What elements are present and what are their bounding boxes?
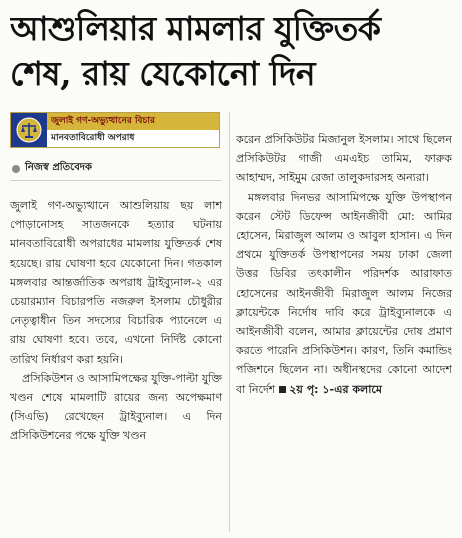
paragraph: প্রসিকিউশন ও আসামিপক্ষের যুক্তি-পাল্টা যুক্তি খণ্ডন শেষে মামলাটি রায়ের জন্য অপেক্ষমাণ (সিএভি) রেখেছেন ট্রাইব্যুনাল। এ দিন প্রসিকিউশনের পক্ষে যুক্তি খণ্ডন (10, 371, 222, 443)
byline (12, 160, 92, 177)
continuation-note: ২য় পৃ: ১-এর কলামে (289, 382, 382, 396)
section-tag-subtitle: মানবতাবিরোধী অপরাধ (51, 133, 135, 143)
headline-line-1: আশুলিয়ার মামলার যুক্তিতর্ক (10, 9, 381, 48)
scales-of-justice-icon (11, 113, 47, 147)
column-divider (229, 112, 230, 532)
section-tag-title: জুলাই গণ-অভ্যুত্থানের বিচার (47, 113, 219, 130)
paragraph (236, 188, 452, 399)
paragraph: জুলাই গণ-অভ্যুত্থানে আশুলিয়ায় ছয় লাশ পোড়ানোসহ সাতজনকে হত্যার ঘটনায় মানবতাবিরোধী অপরাধের মামলায় যুক্তিতর্ক শেষ হয়েছে। রায় ঘোষণা হবে যেকোনো দিন। গতকাল মঙ্গলবার আন্তর্জাতিক অপরাধ ট্রাইব্যুনাল-২ এর চেয়ারম্যান বিচারপতি নজরুল ইসলাম চৌধুরীর নেতৃত্বাধীন তিন সদস্যের বিচারিক প্যানেলে এ রায় ঘোষণা হবে। তবে, এখনো নির্দিষ্ট কোনো তারিখ নির্ধারণ করা হয়নি। (10, 199, 222, 366)
paragraph-text: মঙ্গলবার দিনভর আসামিপক্ষে যুক্তি উপস্থাপন করেন স্টেট ডিফেন্স আইনজীবী মো: আমির হোসেন, মিরাজুল আলম ও আবুল হাসান। এ দিন প্রথমে যুক্তিতর্ক উপস্থাপনের সময় ঢাকা জেলা উত্তর ডিবির তৎকালীন পরিদর্শক আরাফাত হোসেনের আইনজীবী মিরাজুল আলম নিজের ক্লায়েন্টকে নির্দোষ দাবি করে ট্রাইব্যুনালকে এ আইনজীবী বলেন, আমার ক্লায়েন্টের দোষ প্রমাণ করতে পারেনি প্রসিকিউশন। কারণ, তিনি কমান্ডিং পজিশনে ছিলেন না। অধীনস্থদের কোনো আদেশ বা নির্দেশ (236, 190, 452, 396)
bullet-icon (12, 165, 20, 173)
byline-text: নিজস্ব প্রতিবেদক (25, 162, 93, 173)
square-bullet-icon (279, 386, 286, 393)
headline (10, 6, 454, 96)
headline-line-2: শেষ, রায় যেকোনো দিন (10, 54, 316, 93)
paragraph: করেন প্রসিকিউটর মিজানুল ইসলাম। সাথে ছিলেন প্রসিকিউটর গাজী এমএইচ তামিম, ফারুক আহাম্মদ, সাইমুম রেজা তালুকদারসহ অন্যরা। (236, 133, 452, 185)
article-column-right (236, 130, 452, 399)
section-tag (10, 112, 220, 148)
article-column-left (10, 196, 222, 446)
divider (10, 180, 222, 181)
